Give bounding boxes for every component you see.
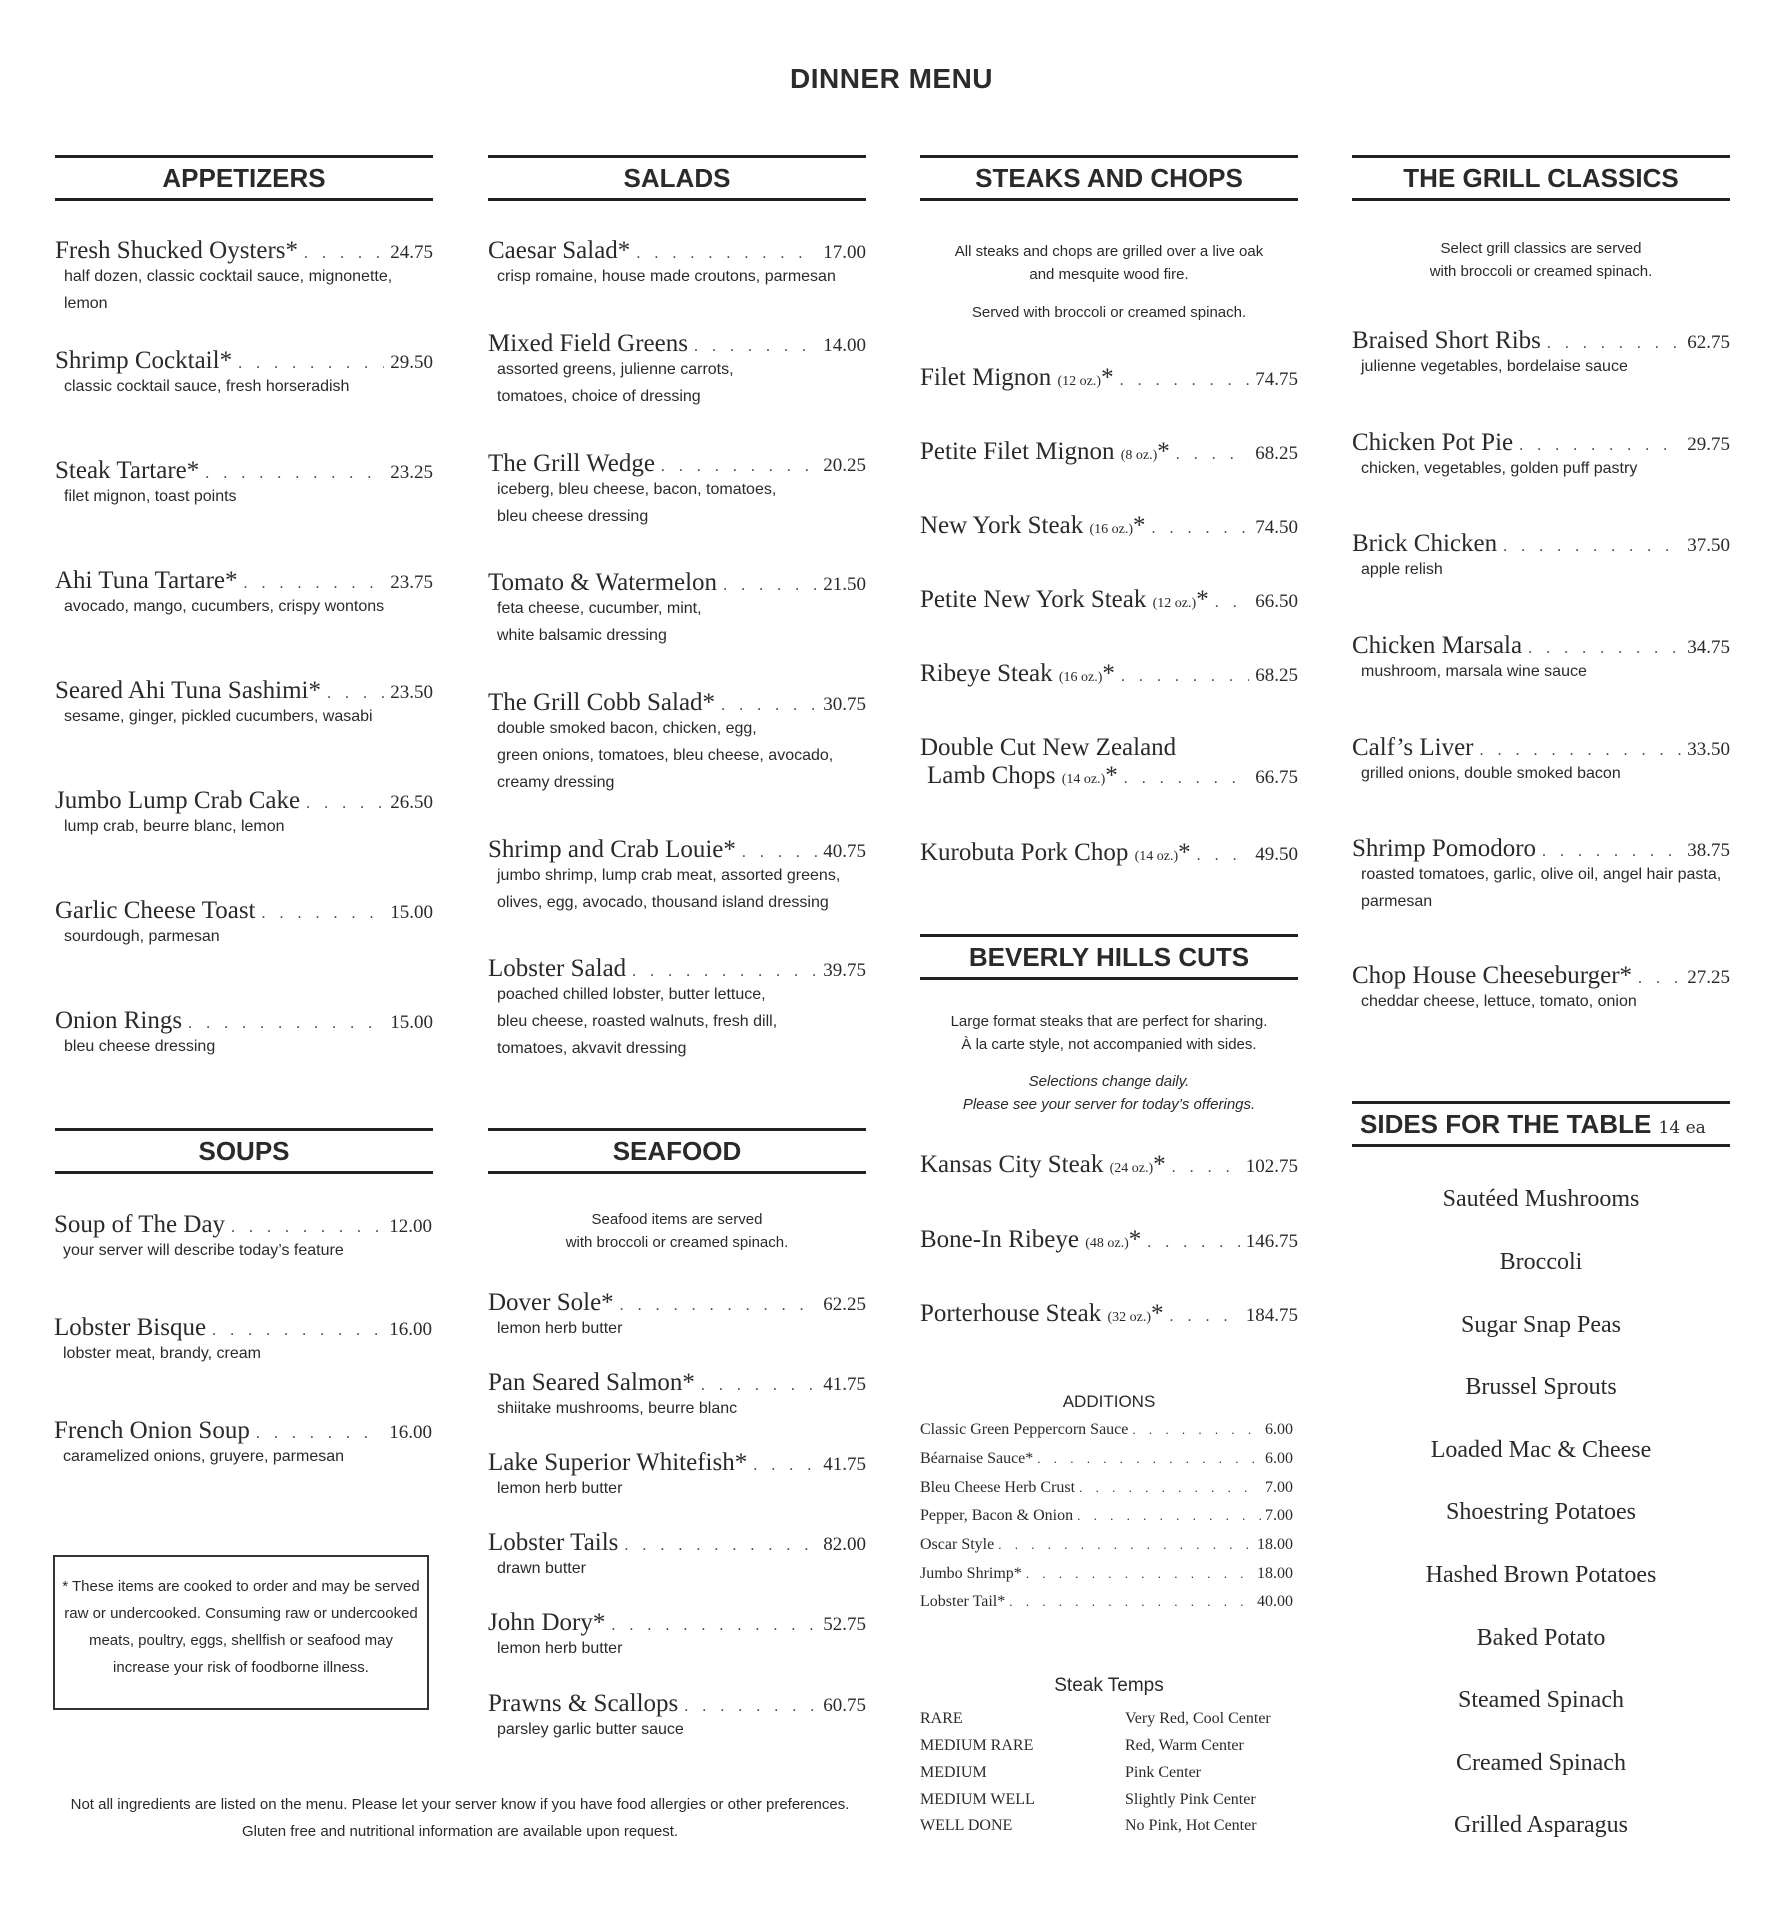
- leader-dots: [620, 1297, 818, 1315]
- steaks-sides-note: Served with broccoli or creamed spinach.: [971, 304, 1247, 321]
- item-price: 33.50: [1687, 739, 1730, 760]
- side-item: Hashed Brown Potatoes: [1425, 1562, 1657, 1588]
- page-title: DINNER MENU: [789, 63, 994, 94]
- leader-dots: [624, 1537, 817, 1555]
- addition-row: [920, 1507, 1293, 1525]
- leader-dots: [188, 1015, 384, 1033]
- item-description: caramelized onions, gruyere, parmesan: [63, 1448, 345, 1465]
- section-header-grill-classics: THE GRILL CLASSICS: [1352, 155, 1730, 201]
- item-price: 38.75: [1687, 840, 1730, 861]
- menu-item: [488, 1289, 866, 1342]
- item-name: Chicken Marsala: [1352, 632, 1523, 659]
- leader-dots: [1503, 538, 1681, 556]
- asterisk: *: [1178, 839, 1191, 866]
- item-name: Seared Ahi Tuna Sashimi*: [55, 677, 321, 704]
- item-name: Shrimp Cocktail*: [55, 347, 233, 374]
- item-name: Brick Chicken: [1352, 530, 1498, 557]
- item-name: Lobster Tails: [488, 1529, 619, 1556]
- addition-price: 40.00: [1257, 1593, 1293, 1610]
- item-price: 39.75: [823, 960, 866, 981]
- item-price: 52.75: [823, 1614, 866, 1635]
- leader-dots: [1638, 970, 1681, 988]
- leader-dots: [1120, 372, 1250, 390]
- leader-dots: [244, 575, 385, 593]
- leader-dots: [1542, 843, 1681, 861]
- item-description: shiitake mushrooms, beurre blanc: [497, 1400, 738, 1417]
- item-price: 27.25: [1687, 967, 1730, 988]
- leader-dots: [1147, 1234, 1239, 1252]
- cuts-note: Large format steaks that are perfect for sharing. À la carte style, not accompanied with sides.: [950, 1013, 1268, 1053]
- menu-item: [488, 450, 866, 530]
- item-description: lemon herb butter: [497, 1640, 623, 1657]
- item-name: Jumbo Lump Crab Cake: [55, 787, 301, 814]
- menu-item: [488, 836, 866, 916]
- item-description: avocado, mango, cucumbers, crispy wontons: [64, 598, 385, 615]
- item-description: lump crab, beurre blanc, lemon: [64, 818, 285, 835]
- item-name: Caesar Salad*: [488, 237, 631, 264]
- addition-row: [920, 1565, 1293, 1583]
- side-item: Steamed Spinach: [1458, 1687, 1624, 1713]
- menu-item: [920, 438, 1298, 466]
- temp-name: MEDIUM WELL: [920, 1791, 1035, 1808]
- side-item: Broccoli: [1499, 1249, 1583, 1275]
- item-name: Lobster Salad: [488, 955, 627, 982]
- item-description: grilled onions, double smoked bacon: [1361, 765, 1621, 782]
- menu-item: [920, 1226, 1298, 1254]
- leader-dots: [1479, 742, 1681, 760]
- item-portion: (16 oz.): [1089, 522, 1133, 537]
- temp-description: Pink Center: [1125, 1764, 1201, 1781]
- leader-dots: [1077, 1508, 1261, 1524]
- item-name: Porterhouse Steak: [920, 1300, 1102, 1327]
- menu-item: [55, 897, 433, 950]
- section-header-beverly-hills-cuts: BEVERLY HILLS CUTS: [920, 934, 1298, 980]
- addition-name: Oscar Style: [920, 1536, 995, 1553]
- addition-row: [920, 1536, 1293, 1554]
- menu-item: [55, 237, 433, 317]
- item-name: Filet Mignon: [920, 364, 1052, 391]
- menu-item: [488, 689, 866, 796]
- item-price: 62.25: [823, 1294, 866, 1315]
- seafood-note: Seafood items are served with broccoli or creamed spinach.: [565, 1211, 789, 1251]
- item-price: 23.25: [390, 462, 433, 483]
- item-name: Pan Seared Salmon*: [488, 1369, 695, 1396]
- item-portion: (12 oz.): [1057, 374, 1102, 389]
- item-description: filet mignon, toast points: [64, 488, 237, 505]
- leader-dots: [701, 1377, 817, 1395]
- menu-item: [54, 1314, 432, 1367]
- addition-price: 18.00: [1257, 1536, 1293, 1553]
- item-portion: (14 oz.): [1061, 772, 1106, 787]
- item-price: 146.75: [1245, 1231, 1298, 1252]
- addition-row: [920, 1421, 1293, 1439]
- leader-dots: [753, 1457, 817, 1475]
- menu-item: [55, 567, 433, 620]
- leader-dots: [231, 1219, 383, 1237]
- menu-item: [488, 237, 866, 290]
- addition-name: Béarnaise Sauce*: [920, 1450, 1034, 1467]
- side-item: Sautéed Mushrooms: [1442, 1186, 1640, 1212]
- item-price: 16.00: [389, 1422, 432, 1443]
- item-name: Chop House Cheeseburger*: [1352, 962, 1633, 989]
- item-description: poached chilled lobster, butter lettuce, bleu cheese, roasted walnuts, fresh dill, tomatoes, akvavit dressing: [497, 986, 778, 1057]
- item-description: feta cheese, cucumber, mint, white balsamic dressing: [497, 600, 702, 644]
- item-description: bleu cheese dressing: [64, 1038, 216, 1055]
- leader-dots: [1152, 520, 1250, 538]
- leader-dots: [1037, 1451, 1261, 1467]
- leader-dots: [212, 1322, 383, 1340]
- leader-dots: [1079, 1480, 1261, 1496]
- item-description: crisp romaine, house made croutons, parmesan: [497, 268, 836, 285]
- item-name: Lake Superior Whitefish*: [488, 1449, 748, 1476]
- item-price: 23.50: [390, 682, 433, 703]
- addition-row: [920, 1593, 1293, 1611]
- menu-item: [488, 1609, 866, 1662]
- menu-item: [1352, 327, 1730, 380]
- menu-item: [488, 1369, 866, 1422]
- addition-name: Classic Green Peppercorn Sauce: [920, 1421, 1129, 1438]
- leader-dots: [1547, 335, 1681, 353]
- item-name: Chicken Pot Pie: [1352, 429, 1514, 456]
- item-price: 74.75: [1255, 369, 1298, 390]
- item-price: 66.50: [1255, 591, 1298, 612]
- item-price: 20.25: [823, 455, 866, 476]
- menu-item: [1352, 962, 1730, 1015]
- asterisk: *: [1153, 1151, 1166, 1178]
- item-description: drawn butter: [497, 1560, 586, 1577]
- item-price: 24.75: [390, 242, 433, 263]
- addition-row: [920, 1450, 1293, 1468]
- item-description: your server will describe today’s feature: [63, 1242, 344, 1259]
- addition-name: Bleu Cheese Herb Crust: [920, 1479, 1076, 1496]
- item-name: Mixed Field Greens: [488, 330, 688, 357]
- item-description: double smoked bacon, chicken, egg, green onions, tomatoes, bleu cheese, avocado, creamy dressing: [497, 720, 834, 791]
- section-header-steaks: STEAKS AND CHOPS: [920, 155, 1298, 201]
- menu-item: [488, 1529, 866, 1582]
- addition-price: 7.00: [1265, 1507, 1293, 1524]
- asterisk: *: [1128, 1226, 1142, 1253]
- item-name: Ahi Tuna Tartare*: [55, 567, 238, 594]
- menu-item: [920, 839, 1298, 867]
- leader-dots: [1026, 1566, 1253, 1582]
- item-portion: (16 oz.): [1058, 670, 1103, 685]
- leader-dots: [661, 458, 817, 476]
- menu-item: [54, 1211, 432, 1264]
- menu-item: [1352, 734, 1730, 787]
- item-portion: (12 oz.): [1152, 596, 1197, 611]
- menu-item: [488, 1449, 866, 1502]
- leader-dots: [256, 1425, 383, 1443]
- leader-dots: [238, 355, 384, 373]
- item-price: 74.50: [1255, 517, 1298, 538]
- leader-dots: [998, 1537, 1253, 1553]
- leader-dots: [721, 697, 817, 715]
- cuts-selection-note: Selections change daily. Please see your server for today’s offerings.: [962, 1073, 1256, 1113]
- allergy-footer: Not all ingredients are listed on the menu. Please let your server know if you have food allergies or other preferences. Gluten free and nutritional information are available upon request.: [70, 1796, 850, 1840]
- item-name: Fresh Shucked Oysters*: [55, 237, 299, 264]
- item-price: 30.75: [823, 694, 866, 715]
- grill-note: Select grill classics are served with broccoli or creamed spinach.: [1429, 240, 1653, 280]
- item-price: 23.75: [390, 572, 433, 593]
- addition-name: Lobster Tail*: [920, 1593, 1006, 1610]
- menu-item: [920, 734, 1298, 790]
- item-name: Petite New York Steak: [920, 586, 1147, 613]
- item-name: Onion Rings: [55, 1007, 183, 1034]
- item-name: Kansas City Steak: [920, 1151, 1104, 1178]
- leader-dots: [1124, 770, 1249, 788]
- item-description: lemon herb butter: [497, 1480, 623, 1497]
- item-name: Shrimp Pomodoro: [1352, 835, 1537, 862]
- leader-dots: [205, 465, 384, 483]
- menu-item: [488, 955, 866, 1062]
- addition-row: [920, 1479, 1293, 1497]
- item-price: 60.75: [823, 1695, 866, 1716]
- item-name: Kurobuta Pork Chop: [920, 839, 1129, 866]
- addition-name: Jumbo Shrimp*: [920, 1565, 1022, 1582]
- item-name: The Grill Wedge: [488, 450, 655, 477]
- item-description: parsley garlic butter sauce: [497, 1721, 684, 1738]
- menu-item: [55, 787, 433, 840]
- item-price: 15.00: [390, 1012, 433, 1033]
- menu-item: [55, 457, 433, 510]
- leader-dots: [723, 577, 817, 595]
- item-portion: (14 oz.): [1134, 849, 1179, 864]
- item-name: Shrimp and Crab Louie*: [488, 836, 736, 863]
- sides-price: 14 ea: [1658, 1118, 1706, 1138]
- item-portion: (48 oz.): [1085, 1236, 1129, 1251]
- item-price: 26.50: [390, 792, 433, 813]
- side-item: Brussel Sprouts: [1465, 1374, 1617, 1400]
- leader-dots: [1215, 594, 1250, 612]
- item-name: Ribeye Steak: [920, 660, 1053, 687]
- asterisk: *: [1151, 1300, 1164, 1327]
- temp-description: Red, Warm Center: [1125, 1737, 1244, 1754]
- item-price: 49.50: [1255, 844, 1298, 865]
- item-price: 184.75: [1245, 1305, 1298, 1326]
- menu-item: [920, 586, 1298, 614]
- item-name: Braised Short Ribs: [1352, 327, 1541, 354]
- item-name: New York Steak: [920, 512, 1084, 539]
- section-header-salads: SALADS: [488, 155, 866, 201]
- asterisk: *: [1133, 512, 1146, 539]
- menu-item: [1352, 429, 1730, 482]
- asterisk: *: [1105, 762, 1118, 789]
- item-name: The Grill Cobb Salad*: [488, 689, 716, 716]
- item-price: 17.00: [823, 242, 866, 263]
- item-price: 40.75: [823, 841, 866, 862]
- leader-dots: [1197, 847, 1250, 865]
- temp-name: MEDIUM RARE: [920, 1737, 1034, 1754]
- item-description: iceberg, bleu cheese, bacon, tomatoes, bleu cheese dressing: [497, 481, 777, 525]
- side-item: Sugar Snap Peas: [1461, 1312, 1621, 1338]
- menu-item: [1352, 632, 1730, 685]
- side-item: Grilled Asparagus: [1454, 1812, 1628, 1838]
- menu-item: [55, 1007, 433, 1060]
- addition-price: 18.00: [1257, 1565, 1293, 1582]
- item-name: John Dory*: [488, 1609, 606, 1636]
- temp-description: No Pink, Hot Center: [1125, 1817, 1257, 1834]
- asterisk: *: [1157, 438, 1170, 465]
- item-price: 21.50: [823, 574, 866, 595]
- addition-price: 6.00: [1265, 1450, 1293, 1467]
- asterisk: *: [1102, 660, 1115, 687]
- menu-item: [488, 330, 866, 410]
- item-name: French Onion Soup: [54, 1417, 250, 1444]
- item-price: 68.25: [1255, 665, 1298, 686]
- item-price: 15.00: [390, 902, 433, 923]
- leader-dots: [1519, 437, 1681, 455]
- temp-name: MEDIUM: [920, 1764, 987, 1781]
- menu-item: [1352, 530, 1730, 583]
- side-item: Creamed Spinach: [1456, 1750, 1626, 1776]
- temp-description: Very Red, Cool Center: [1125, 1710, 1271, 1727]
- item-description: lobster meat, brandy, cream: [63, 1345, 262, 1362]
- item-price: 41.75: [823, 1454, 866, 1475]
- item-description: cheddar cheese, lettuce, tomato, onion: [1361, 993, 1637, 1010]
- leader-dots: [327, 685, 384, 703]
- leader-dots: [304, 245, 384, 263]
- menu-item: [920, 1300, 1298, 1328]
- addition-price: 6.00: [1265, 1421, 1293, 1438]
- section-header-seafood: SEAFOOD: [488, 1128, 866, 1174]
- item-price: 37.50: [1687, 535, 1730, 556]
- menu-item: [55, 677, 433, 730]
- item-description: apple relish: [1361, 561, 1443, 578]
- item-price: 66.75: [1255, 767, 1298, 788]
- temp-name: WELL DONE: [920, 1817, 1013, 1834]
- item-description: roasted tomatoes, garlic, olive oil, angel hair pasta, parmesan: [1361, 866, 1722, 910]
- item-price: 14.00: [823, 335, 866, 356]
- item-name: Garlic Cheese Toast: [55, 897, 256, 924]
- menu-item: [920, 1151, 1298, 1179]
- item-name: Dover Sole*: [488, 1289, 614, 1316]
- item-price: 68.25: [1255, 443, 1298, 464]
- item-name: Steak Tartare*: [55, 457, 200, 484]
- item-name: Lamb Chops: [927, 762, 1056, 789]
- sides-title: SIDES FOR THE TABLE: [1360, 1109, 1652, 1139]
- asterisk: *: [1196, 586, 1209, 613]
- menu-item: [1352, 835, 1730, 915]
- leader-dots: [1132, 1422, 1261, 1438]
- menu-item: [920, 364, 1298, 392]
- item-name: Lobster Bisque: [54, 1314, 207, 1341]
- additions-header: ADDITIONS: [1062, 1392, 1156, 1411]
- menu-item: [488, 1690, 866, 1743]
- item-description: lemon herb butter: [497, 1320, 623, 1337]
- item-description: jumbo shrimp, lump crab meat, assorted greens, olives, egg, avocado, thousand island dressing: [497, 867, 841, 911]
- leader-dots: [611, 1617, 817, 1635]
- leader-dots: [1121, 668, 1249, 686]
- side-item: Shoestring Potatoes: [1446, 1499, 1636, 1525]
- item-description: sourdough, parmesan: [64, 928, 220, 945]
- menu-item: [488, 569, 866, 649]
- steak-temps-header: Steak Temps: [1054, 1675, 1164, 1696]
- section-header-sides: [1352, 1101, 1730, 1147]
- steaks-note: All steaks and chops are grilled over a live oak and mesquite wood fire.: [954, 243, 1264, 283]
- item-price: 41.75: [823, 1374, 866, 1395]
- item-description: mushroom, marsala wine sauce: [1361, 663, 1587, 680]
- addition-name: Pepper, Bacon & Onion: [920, 1507, 1074, 1524]
- item-name: Tomato & Watermelon: [488, 569, 718, 596]
- leader-dots: [1170, 1308, 1240, 1326]
- leader-dots: [684, 1698, 817, 1716]
- item-price: 12.00: [389, 1216, 432, 1237]
- item-name: Petite Filet Mignon: [920, 438, 1115, 465]
- item-price: 82.00: [823, 1534, 866, 1555]
- section-header-appetizers: APPETIZERS: [55, 155, 433, 201]
- item-description: assorted greens, julienne carrots, tomatoes, choice of dressing: [497, 361, 734, 405]
- side-item: Loaded Mac & Cheese: [1430, 1437, 1652, 1463]
- item-price: 29.75: [1687, 434, 1730, 455]
- item-description: chicken, vegetables, golden puff pastry: [1361, 460, 1638, 477]
- item-portion: (8 oz.): [1120, 448, 1158, 463]
- item-name: Calf’s Liver: [1352, 734, 1474, 761]
- leader-dots: [742, 844, 817, 862]
- item-price: 62.75: [1687, 332, 1730, 353]
- menu-item: [55, 347, 433, 400]
- leader-dots: [262, 905, 385, 923]
- leader-dots: [1009, 1594, 1253, 1610]
- item-description: sesame, ginger, pickled cucumbers, wasabi: [64, 708, 373, 725]
- section-header-soups: SOUPS: [55, 1128, 433, 1174]
- asterisk: *: [1101, 364, 1114, 391]
- item-price: 34.75: [1687, 637, 1730, 658]
- item-portion: (24 oz.): [1109, 1161, 1154, 1176]
- item-portion: (32 oz.): [1107, 1310, 1152, 1325]
- leader-dots: [306, 795, 384, 813]
- leader-dots: [694, 338, 817, 356]
- item-price: 102.75: [1245, 1156, 1298, 1177]
- item-name: Bone-In Ribeye: [920, 1226, 1079, 1253]
- leader-dots: [1176, 446, 1250, 464]
- side-item: Baked Potato: [1476, 1625, 1606, 1651]
- item-name: Prawns & Scallops: [488, 1690, 679, 1717]
- item-name-prefix: Double Cut New Zealand: [920, 734, 1177, 761]
- item-price: 29.50: [390, 352, 433, 373]
- temp-name: RARE: [920, 1710, 963, 1727]
- leader-dots: [1172, 1159, 1240, 1177]
- menu-item: [54, 1417, 432, 1470]
- leader-dots: [1528, 640, 1681, 658]
- menu-item: [920, 512, 1298, 540]
- item-name: Soup of The Day: [54, 1211, 226, 1238]
- leader-dots: [636, 245, 817, 263]
- food-safety-warning: * These items are cooked to order and may be served raw or undercooked. Consuming raw or undercooked meats, poultry, eggs, shellfish or seafood may increase your risk of foodborne illness.: [53, 1555, 429, 1710]
- item-price: 16.00: [389, 1319, 432, 1340]
- leader-dots: [632, 963, 817, 981]
- temp-description: Slightly Pink Center: [1125, 1791, 1256, 1808]
- menu-item: [920, 660, 1298, 688]
- addition-price: 7.00: [1265, 1479, 1293, 1496]
- item-description: classic cocktail sauce, fresh horseradish: [64, 378, 350, 395]
- item-description: half dozen, classic cocktail sauce, mignonette, lemon: [64, 268, 393, 312]
- item-description: julienne vegetables, bordelaise sauce: [1361, 358, 1628, 375]
